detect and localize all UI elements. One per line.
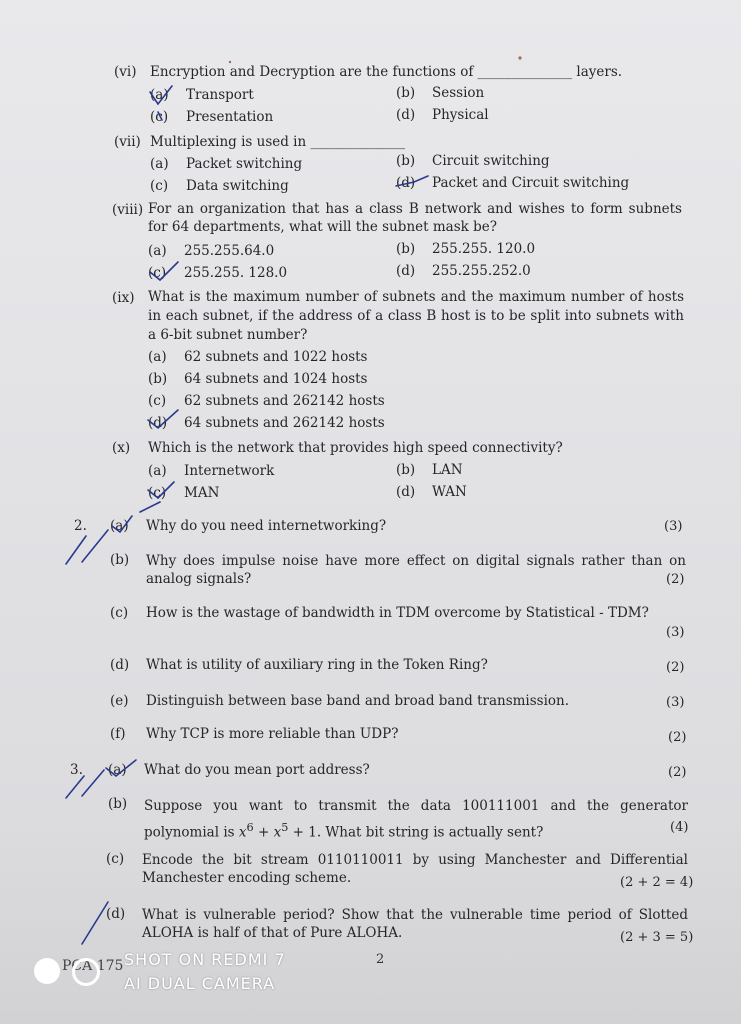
q1-x-opt-d-label: (d) [396,484,416,500]
q3-b-text-before: Suppose you want to transmit the data 100111001 and the generator polynomial is [144,798,688,841]
q1-vi-opt-a-label: (a) [150,87,169,103]
q1-x-question: Which is the network that provides high speed connectivity? [148,440,563,456]
q3-a-text: What do you mean port address? [144,762,370,778]
q3-b-plus: + [253,824,274,841]
q1-ix-opt-b-label: (b) [148,371,168,387]
q1-vii-opt-a: Packet switching [186,156,303,172]
q2-b-marks: (2) [666,572,685,587]
q3-c-marks: (2 + 2 = 4) [620,875,694,890]
q1-vii-opt-c: Data switching [186,178,289,194]
q1-ix-opt-c-label: (c) [148,393,167,409]
q2-e-text: Distinguish between base band and broad band transmission. [146,693,570,709]
q1-vii-opt-b-label: (b) [396,153,416,169]
q1-ix-opt-a-label: (a) [148,349,167,365]
q3-a-label: (a) [108,762,127,778]
q1-vii-question: Multiplexing is used in ______________ [150,134,405,150]
q1-x-opt-b: LAN [432,462,463,478]
q2-f-text: Why TCP is more reliable than UDP? [146,726,399,742]
q1-viii-opt-b: 255.255. 120.0 [432,241,536,257]
q1-viii-opt-d-label: (d) [396,263,416,279]
q1-vi-opt-c-label: (c) [150,109,169,125]
q2-e-label: (e) [110,693,129,709]
q2-b-label: (b) [110,552,130,568]
q2-c-marks: (3) [666,625,685,640]
ink-speck-icon [518,56,521,59]
q1-vii-opt-a-label: (a) [150,156,169,172]
q3-b-label: (b) [108,796,128,812]
q3-b-exp6: 6 [246,821,254,834]
q1-vi-opt-a: Transport [186,87,254,103]
q1-vi-opt-b-label: (b) [396,85,416,101]
q1-viii-opt-d: 255.255.252.0 [432,263,531,279]
q1-vii-opt-b: Circuit switching [432,153,550,169]
q1-x-opt-b-label: (b) [396,462,416,478]
q1-vi-question: Encryption and Decryption are the functions of ______________ layers. [150,64,623,80]
q2-a-label: (a) [110,518,129,534]
q2-d-marks: (2) [666,660,685,675]
q2-d-text: What is utility of auxiliary ring in the Token Ring? [146,657,488,673]
q1-viii-question: For an organization that has a class B network and wishes to form subnets for 64 departments, what will the subnet mask be? [148,201,682,235]
q1-vi-opt-d: Physical [432,107,489,123]
q1-x-opt-a: Internetwork [184,463,275,479]
q1-vii-number: (vii) [114,134,141,150]
q1-vi-opt-c: Presentation [186,109,274,125]
q1-ix-opt-c: 62 subnets and 262142 hosts [184,393,385,409]
q2-c-text: How is the wastage of bandwidth in TDM overcome by Statistical - TDM? [146,605,649,621]
q3-c-text: Encode the bit stream 0110110011 by using Manchester and Differential Manchester encoding scheme. [142,852,688,886]
q1-x-opt-d: WAN [432,484,467,500]
q2-c-label: (c) [110,605,129,621]
q3-b-exp5: 5 [281,821,289,834]
q3-d-marks: (2 + 3 = 5) [620,930,694,945]
q1-vii-opt-d-label: (d) [396,175,416,191]
q1-vi-number: (vi) [114,64,137,80]
q3-d-label: (d) [106,906,126,922]
q1-viii-opt-b-label: (b) [396,241,416,257]
q1-vi-opt-b: Session [432,85,485,101]
q3-a-marks: (2) [668,765,687,780]
q1-viii-opt-c-label: (c) [148,265,167,281]
watermark-line2: AI DUAL CAMERA [124,974,276,993]
tick-x-c-tail-icon [140,502,160,512]
q1-x-number: (x) [112,440,131,456]
q3-b-poly-x1: x [238,824,247,841]
q1-viii-opt-a: 255.255.64.0 [184,243,275,259]
q1-vi-opt-d-label: (d) [396,107,416,123]
paper-code: PCA 175 [62,958,124,974]
q2-f-marks: (2) [668,730,687,745]
q3-b-marks: (4) [670,820,689,835]
q1-viii-number: (viii) [112,202,144,218]
q2-a-text: Why do you need internetworking? [146,518,387,534]
watermark-line1: SHOT ON REDMI 7 [124,950,286,969]
q1-x-opt-a-label: (a) [148,463,167,479]
q1-viii-opt-c: 255.255. 128.0 [184,265,288,281]
q3-b-text-after: + 1. What bit string is actually sent? [288,824,544,841]
q2-f-label: (f) [110,726,126,742]
q1-vii-opt-c-label: (c) [150,178,169,194]
slash-q2-1-icon [66,536,86,564]
q2-a-marks: (3) [664,519,683,534]
slash-q3d-icon [82,902,108,944]
page-number: 2 [376,952,385,967]
ink-speck-icon [229,61,231,63]
q3-number: 3. [70,762,83,778]
q3-c-label: (c) [106,851,125,867]
q1-ix-opt-d-label: (d) [148,415,168,431]
q1-ix-opt-b: 64 subnets and 1024 hosts [184,371,368,387]
slash-q3-2-icon [82,770,104,796]
q3-d-text: What is vulnerable period? Show that the vulnerable time period of Slotted ALOHA is half of that of Pure ALOHA. [142,907,688,941]
q3-b-text [144,796,688,844]
q2-e-marks: (3) [666,695,685,710]
q1-ix-opt-a: 62 subnets and 1022 hosts [184,349,368,365]
q2-b-text: Why does impulse noise have more effect on digital signals rather than on analog signals? [146,553,686,587]
q1-ix-number: (ix) [112,290,135,306]
q1-x-opt-c-label: (c) [148,485,167,501]
camera-watermark [34,948,294,996]
slash-q3-1-icon [66,776,84,798]
watermark-dot-icon [34,958,60,984]
q2-number: 2. [74,518,87,534]
q1-vii-opt-d: Packet and Circuit switching [432,175,630,191]
q1-x-opt-c: MAN [184,485,220,501]
watermark-ring-icon [72,958,100,986]
q1-ix-question: What is the maximum number of subnets and the maximum number of hosts in each subnet, if the address of a class B host is to be split into subnets with a 6-bit subnet number? [148,289,684,343]
q3-b-poly-x2: x [273,824,282,841]
q1-ix-opt-d: 64 subnets and 262142 hosts [184,415,385,431]
q1-viii-opt-a-label: (a) [148,243,167,259]
q2-d-label: (d) [110,657,130,673]
